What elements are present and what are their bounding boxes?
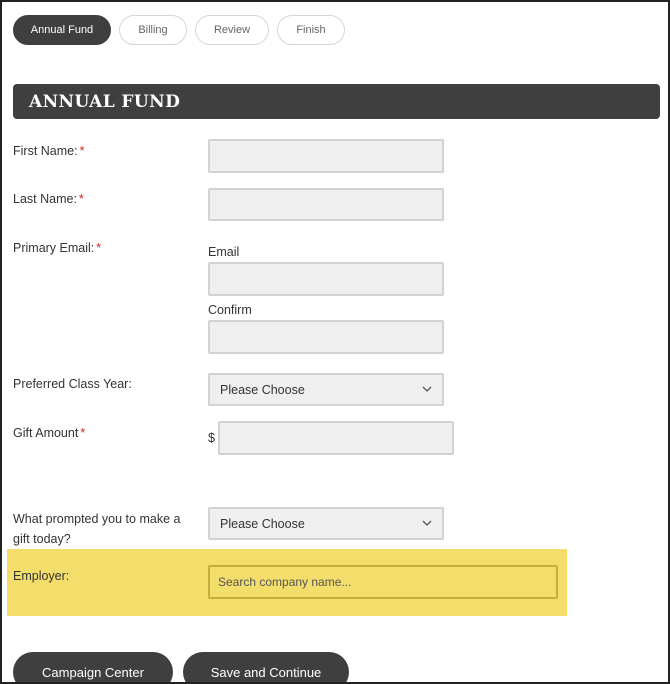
prompted-label-line2: gift today?	[13, 532, 71, 546]
tab-annual-fund[interactable]: Annual Fund	[13, 15, 111, 45]
tab-finish[interactable]: Finish	[277, 15, 345, 45]
step-tabs	[13, 15, 345, 45]
campaign-center-button[interactable]: Campaign Center	[13, 652, 173, 684]
email-input[interactable]	[208, 262, 444, 296]
class-year-value: Please Choose	[220, 382, 305, 397]
chevron-down-icon	[422, 384, 432, 394]
first-name-label-text: First Name:	[13, 144, 78, 158]
first-name-input[interactable]	[208, 139, 444, 173]
primary-email-label-text: Primary Email:	[13, 241, 95, 255]
last-name-label-text: Last Name:	[13, 192, 77, 206]
employer-search-placeholder: Search company name...	[218, 575, 352, 589]
employer-label: Employer:	[13, 569, 70, 583]
tab-billing[interactable]: Billing	[119, 15, 187, 45]
prompted-label-line1: What prompted you to make a	[13, 512, 181, 526]
section-title: ANNUAL FUND	[13, 84, 660, 119]
prompted-label	[13, 509, 180, 549]
required-mark: *	[80, 426, 86, 440]
confirm-email-input[interactable]	[208, 320, 444, 354]
first-name-label	[13, 141, 84, 161]
primary-email-label	[13, 238, 101, 258]
gift-amount-input[interactable]	[218, 421, 454, 455]
required-mark: *	[96, 241, 102, 255]
email-sublabel: Email	[208, 245, 240, 259]
required-mark: *	[78, 192, 84, 206]
prompted-select[interactable]	[208, 507, 444, 540]
employer-search-input[interactable]	[208, 565, 558, 599]
confirm-sublabel: Confirm	[208, 303, 252, 317]
save-continue-button[interactable]: Save and Continue	[183, 652, 349, 684]
currency-symbol: $	[208, 431, 215, 445]
gift-amount-label-text: Gift Amount	[13, 426, 79, 440]
tab-review[interactable]: Review	[195, 15, 269, 45]
chevron-down-icon	[422, 518, 432, 528]
gift-amount-label	[13, 423, 85, 443]
class-year-label: Preferred Class Year:	[13, 377, 132, 391]
class-year-select[interactable]	[208, 373, 444, 406]
last-name-label	[13, 189, 84, 209]
prompted-value: Please Choose	[220, 516, 305, 531]
last-name-input[interactable]	[208, 188, 444, 221]
required-mark: *	[79, 144, 85, 158]
